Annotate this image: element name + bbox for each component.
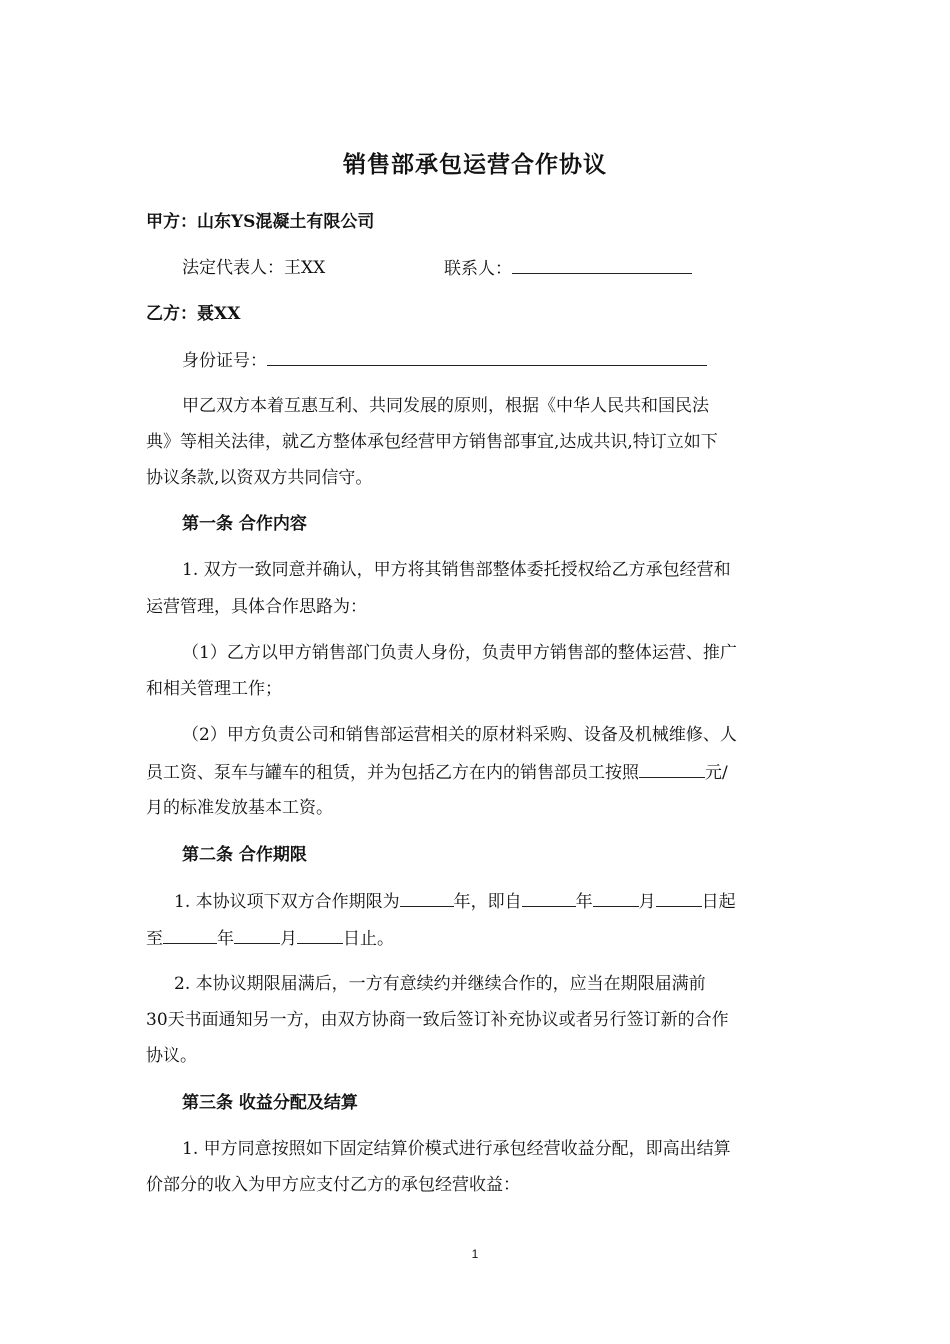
article1-item2-line2 (146, 761, 728, 784)
article2-p2-line2: 30天书面通知另一方，由双方协商一致后签订补充协议或者另行签订新的合作 (146, 1010, 729, 1030)
intro-line-1: 甲乙双方本着互惠互利、共同发展的原则，根据《中华人民共和国民法 (182, 396, 709, 416)
article1-heading: 第一条 合作内容 (182, 514, 307, 534)
party-a-representative: 法定代表人：王XX (182, 258, 326, 278)
start-month-label: 月 (638, 892, 656, 912)
start-day-blank (656, 890, 702, 907)
intro-line-2: 典》等相关法律，就乙方整体承包经营甲方销售部事宜,达成共识,特订立如下 (146, 432, 718, 452)
page-number: 1 (471, 1247, 479, 1261)
start-year-blank (522, 890, 576, 907)
article2-p2-line1: 2. 本协议期限届满后，一方有意续约并继续合作的，应当在期限届满前 (174, 974, 706, 994)
wage-blank (639, 761, 705, 778)
term-text: 1. 本协议项下双方合作期限为 (174, 892, 400, 912)
end-year-label: 年 (217, 929, 234, 949)
id-blank (267, 349, 707, 366)
party-b: 乙方：聂XX (146, 304, 241, 324)
article2-p1-line2 (146, 927, 394, 950)
item2-text: 员工资、泵车与罐车的租赁，并为包括乙方在内的销售部员工按照 (146, 763, 639, 783)
document-title: 销售部承包运营合作协议 (343, 151, 607, 178)
item2-unit: 元/ (705, 763, 728, 783)
term-from-text: 年，即自 (453, 892, 522, 912)
id-label: 身份证号： (182, 351, 267, 371)
term-years-blank (400, 890, 454, 907)
intro-line-3: 协议条款,以资双方共同信守。 (146, 468, 373, 488)
party-a-contact (444, 257, 692, 280)
article1-p1-line2: 运营管理，具体合作思路为： (146, 597, 367, 617)
article2-p2-line3: 协议。 (146, 1046, 197, 1066)
party-a: 甲方：山东YS混凝土有限公司 (146, 212, 375, 232)
end-day-label: 日止。 (343, 929, 394, 949)
id-number-line (182, 349, 707, 372)
article3-p1-line2: 价部分的收入为甲方应支付乙方的承包经营收益： (146, 1175, 520, 1195)
article1-item1-line1: （1）乙方以甲方销售部门负责人身份，负责甲方销售部的整体运营、推广 (182, 643, 737, 663)
start-month-blank (593, 890, 639, 907)
article1-item2-line1: （2）甲方负责公司和销售部运营相关的原材料采购、设备及机械维修、人 (182, 725, 737, 745)
term-to-text: 至 (146, 929, 163, 949)
start-year-label: 年 (575, 892, 593, 912)
end-month-blank (234, 927, 280, 944)
article1-p1-line1: 1. 双方一致同意并确认，甲方将其销售部整体委托授权给乙方承包经营和 (182, 560, 731, 580)
article2-p1-line1 (146, 890, 736, 913)
article1-item1-line2: 和相关管理工作； (146, 679, 282, 699)
end-day-blank (297, 927, 343, 944)
article1-item2-line3: 月的标准发放基本工资。 (146, 798, 333, 818)
contact-blank (512, 257, 692, 274)
article3-p1-line1: 1. 甲方同意按照如下固定结算价模式进行承包经营收益分配，即高出结算 (182, 1139, 731, 1159)
end-year-blank (163, 927, 217, 944)
article2-heading: 第二条 合作期限 (182, 845, 307, 865)
contact-label: 联系人： (444, 259, 512, 279)
start-day-label: 日起 (701, 892, 736, 912)
article3-heading: 第三条 收益分配及结算 (182, 1093, 358, 1113)
end-month-label: 月 (280, 929, 297, 949)
